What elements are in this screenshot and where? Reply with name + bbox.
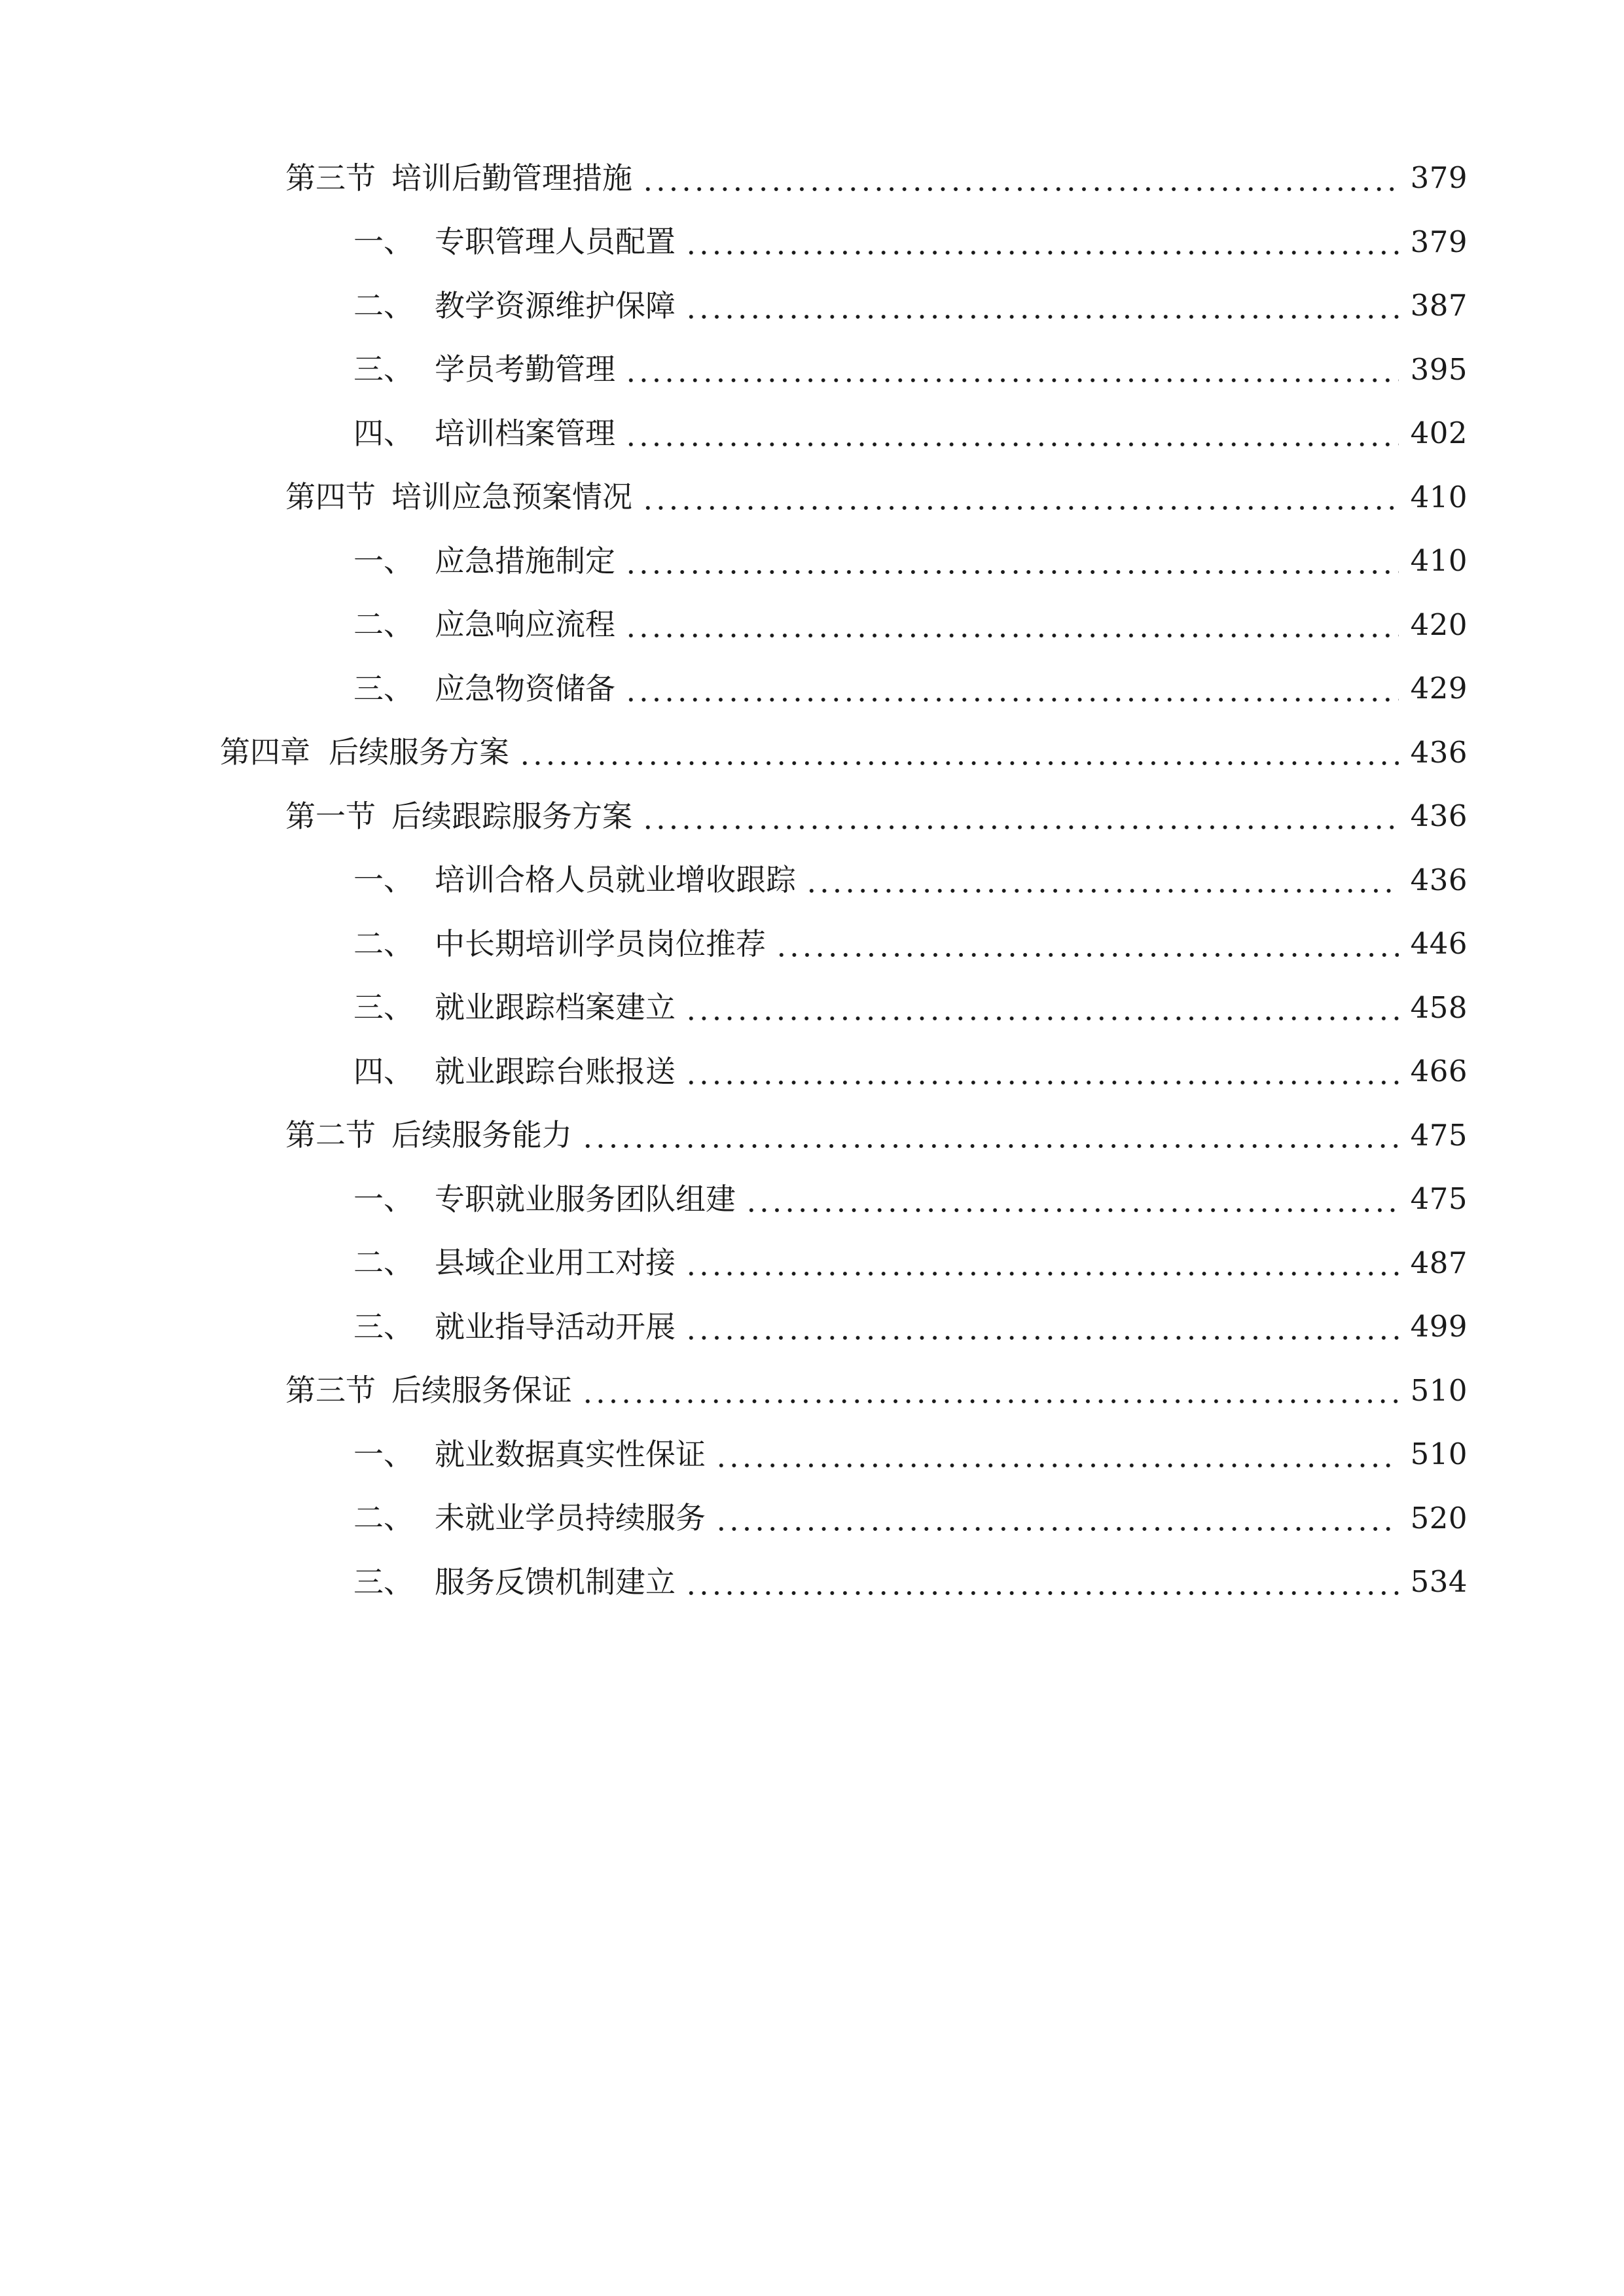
toc-dot-leader: [685, 291, 1399, 321]
toc-entry-line: [353, 848, 1468, 912]
toc-entry-number: 三、: [353, 1308, 414, 1344]
toc-dot-leader: [624, 609, 1399, 639]
toc-dot-leader: [624, 546, 1399, 576]
toc-entry-page: 395: [1410, 351, 1468, 387]
toc-entry-number: 第二节: [285, 1117, 376, 1153]
toc-entry-line: [353, 210, 1468, 274]
toc-entry-page: 387: [1410, 288, 1468, 323]
toc-dot-leader: [685, 992, 1399, 1022]
toc-entry-9: [0, 656, 1624, 721]
toc-entry-line: [353, 1422, 1468, 1486]
toc-entry-line: [353, 529, 1468, 593]
toc-dot-leader: [685, 1247, 1399, 1278]
toc-dot-leader: [518, 737, 1399, 767]
toc-entry-page: 436: [1410, 734, 1468, 770]
toc-entry-page: 379: [1410, 160, 1468, 196]
toc-entry-7: [0, 529, 1624, 593]
toc-entry-line: [353, 593, 1468, 657]
toc-entry-line: [353, 1231, 1468, 1295]
toc-dot-leader: [624, 673, 1399, 704]
toc-entry-title: 专职管理人员配置: [435, 224, 676, 260]
toc-entry-line: [353, 1039, 1468, 1103]
toc-dot-leader: [775, 929, 1399, 959]
toc-entry-title: 培训档案管理: [435, 415, 615, 451]
toc-entry-line: [353, 338, 1468, 402]
toc-entry-line: [353, 1550, 1468, 1614]
toc-entry-8: [0, 593, 1624, 657]
toc-entry-line: [353, 401, 1468, 465]
toc-entry-13: [0, 912, 1624, 976]
toc-entry-number: 二、: [353, 607, 414, 643]
toc-entry-number: 二、: [353, 1500, 414, 1536]
toc-dot-leader: [715, 1439, 1399, 1469]
toc-entry-line: [353, 274, 1468, 338]
toc-entry-18: [0, 1231, 1624, 1295]
toc-entry-title: 服务反馈机制建立: [435, 1564, 676, 1600]
toc-entry-number: 第一节: [285, 798, 376, 834]
toc-entry-page: 520: [1410, 1500, 1468, 1535]
toc-dot-leader: [581, 1120, 1399, 1150]
toc-entry-number: 一、: [353, 862, 414, 898]
toc-entry-14: [0, 976, 1624, 1040]
toc-entry-line: [353, 976, 1468, 1040]
toc-entry-page: 458: [1410, 990, 1468, 1025]
toc-entry-4: [0, 338, 1624, 402]
toc-entry-12: [0, 848, 1624, 912]
toc-entry-2: [0, 210, 1624, 274]
toc-entry-number: 四、: [353, 1053, 414, 1089]
table-of-contents: [0, 146, 1624, 1614]
toc-entry-title: 应急响应流程: [435, 607, 615, 643]
toc-entry-title: 专职就业服务团队组建: [435, 1181, 736, 1217]
toc-dot-leader: [581, 1375, 1399, 1405]
toc-entry-number: 三、: [353, 990, 414, 1026]
toc-entry-20: [0, 1359, 1624, 1423]
toc-entry-title: 就业跟踪档案建立: [435, 990, 676, 1026]
toc-entry-title: 学员考勤管理: [435, 351, 615, 387]
toc-entry-number: 第三节: [285, 160, 376, 196]
toc-entry-line: [353, 912, 1468, 976]
toc-dot-leader: [624, 418, 1399, 448]
toc-entry-title: 应急物资储备: [435, 670, 615, 706]
toc-entry-line: [353, 1486, 1468, 1551]
toc-entry-title: 教学资源维护保障: [435, 287, 676, 323]
toc-entry-3: [0, 274, 1624, 338]
toc-entry-number: 第三节: [285, 1372, 376, 1408]
toc-entry-5: [0, 401, 1624, 465]
toc-entry-page: 466: [1410, 1054, 1468, 1089]
toc-entry-title: 培训合格人员就业增收跟踪: [435, 862, 796, 898]
toc-entry-line: [285, 146, 1468, 210]
toc-entry-page: 379: [1410, 224, 1468, 259]
toc-entry-line: [285, 784, 1468, 848]
toc-entry-number: 三、: [353, 1564, 414, 1600]
toc-entry-page: 436: [1410, 862, 1468, 897]
toc-entry-1: [0, 146, 1624, 210]
toc-entry-number: 一、: [353, 1436, 414, 1472]
toc-entry-page: 499: [1410, 1309, 1468, 1344]
toc-entry-21: [0, 1422, 1624, 1486]
toc-entry-number: 一、: [353, 224, 414, 260]
toc-entry-title: 就业跟踪台账报送: [435, 1053, 676, 1089]
toc-dot-leader: [685, 1056, 1399, 1086]
toc-entry-number: 一、: [353, 1181, 414, 1217]
toc-entry-line: [220, 721, 1468, 785]
toc-entry-number: 三、: [353, 670, 414, 706]
toc-entry-number: 二、: [353, 287, 414, 323]
toc-entry-title: 后续服务保证: [391, 1372, 572, 1408]
toc-entry-line: [285, 1359, 1468, 1423]
toc-entry-page: 410: [1410, 479, 1468, 514]
toc-entry-title: 培训后勤管理措施: [391, 160, 632, 196]
toc-entry-number: 二、: [353, 925, 414, 961]
toc-entry-number: 三、: [353, 351, 414, 387]
toc-entry-title: 应急措施制定: [435, 543, 615, 579]
toc-entry-page: 410: [1410, 543, 1468, 579]
toc-entry-number: 第四节: [285, 479, 376, 515]
toc-dot-leader: [624, 354, 1399, 384]
toc-entry-page: 446: [1410, 926, 1468, 961]
toc-entry-line: [353, 1295, 1468, 1359]
toc-entry-page: 420: [1410, 607, 1468, 642]
toc-entry-number: 一、: [353, 543, 414, 579]
toc-entry-17: [0, 1167, 1624, 1231]
toc-entry-title: 未就业学员持续服务: [435, 1500, 706, 1536]
toc-entry-page: 429: [1410, 671, 1468, 706]
toc-entry-6: [0, 465, 1624, 529]
toc-dot-leader: [715, 1503, 1399, 1533]
toc-entry-page: 475: [1410, 1181, 1468, 1217]
toc-entry-line: [285, 1103, 1468, 1168]
toc-entry-title: 就业数据真实性保证: [435, 1436, 706, 1472]
toc-entry-number: 二、: [353, 1245, 414, 1281]
toc-entry-title: 培训应急预案情况: [391, 479, 632, 515]
toc-dot-leader: [641, 482, 1399, 512]
toc-entry-23: [0, 1550, 1624, 1614]
toc-entry-title: 就业指导活动开展: [435, 1308, 676, 1344]
toc-dot-leader: [641, 801, 1399, 831]
toc-entry-title: 县域企业用工对接: [435, 1245, 676, 1281]
toc-entry-line: [353, 1167, 1468, 1231]
toc-dot-leader: [641, 163, 1399, 193]
toc-entry-22: [0, 1486, 1624, 1551]
toc-dot-leader: [685, 1567, 1399, 1597]
toc-entry-19: [0, 1295, 1624, 1359]
toc-dot-leader: [745, 1184, 1399, 1214]
toc-entry-line: [353, 656, 1468, 721]
toc-entry-title: 中长期培训学员岗位推荐: [435, 925, 766, 961]
toc-entry-page: 402: [1410, 416, 1468, 451]
toc-entry-page: 510: [1410, 1372, 1468, 1408]
toc-entry-number: 四、: [353, 415, 414, 451]
toc-entry-page: 436: [1410, 798, 1468, 834]
toc-entry-title: 后续服务能力: [391, 1117, 572, 1153]
toc-dot-leader: [805, 865, 1399, 895]
toc-entry-page: 534: [1410, 1564, 1468, 1600]
toc-entry-page: 475: [1410, 1117, 1468, 1153]
toc-entry-page: 487: [1410, 1245, 1468, 1280]
toc-entry-11: [0, 784, 1624, 848]
toc-entry-16: [0, 1103, 1624, 1168]
toc-entry-page: 510: [1410, 1437, 1468, 1472]
toc-entry-10: [0, 721, 1624, 785]
toc-entry-title: 后续跟踪服务方案: [391, 798, 632, 834]
toc-entry-title: 后续服务方案: [329, 734, 509, 770]
toc-dot-leader: [685, 226, 1399, 257]
toc-entry-line: [285, 465, 1468, 529]
toc-entry-15: [0, 1039, 1624, 1103]
toc-entry-number: 第四章: [220, 734, 310, 770]
toc-dot-leader: [685, 1312, 1399, 1342]
